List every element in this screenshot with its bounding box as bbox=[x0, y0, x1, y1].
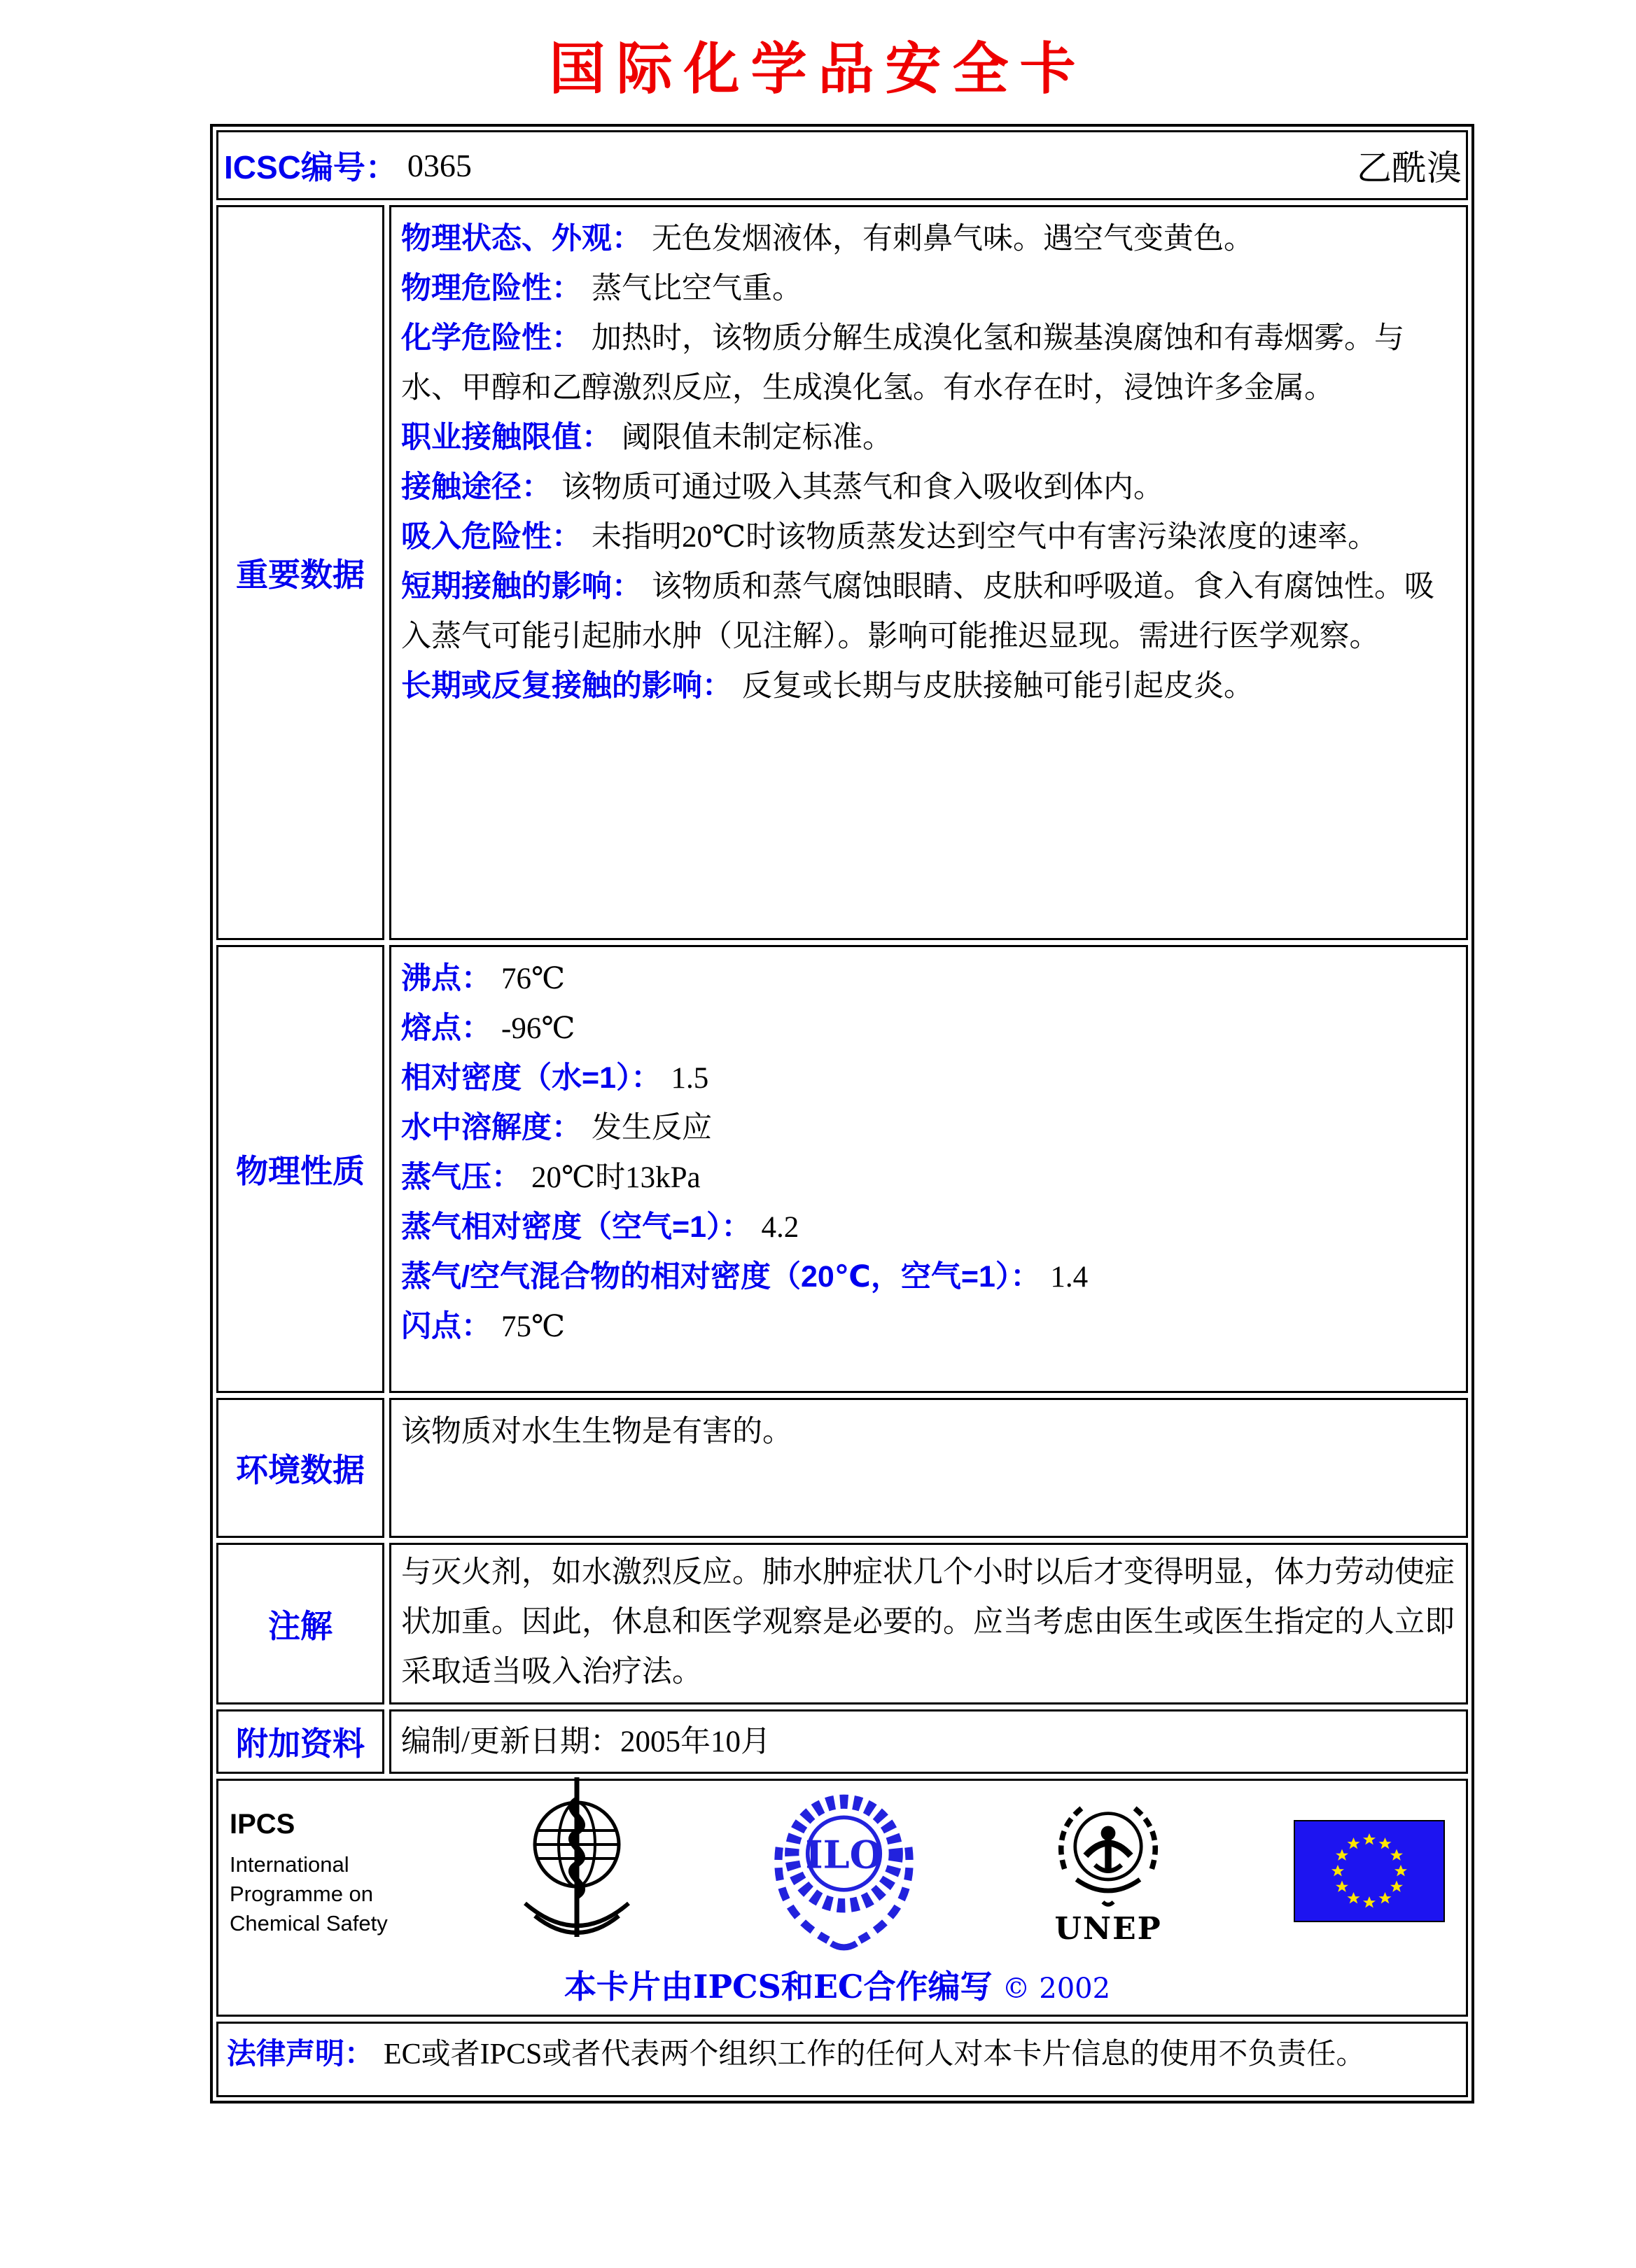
credit-line bbox=[230, 1961, 1445, 2008]
chemical-name: 乙酰溴 bbox=[1357, 148, 1462, 188]
ipcs-line-3: Chemical Safety bbox=[230, 1911, 388, 1935]
important-item: 职业接触限值： 阈限值未制定标准。 bbox=[401, 421, 893, 454]
additional-info-text: 编制/更新日期：2005年10月 bbox=[401, 1726, 771, 1758]
important-item: 短期接触的影响： 该物质和蒸气腐蚀眼睛、皮肤和呼吸道。食入有腐蚀性。吸入蒸气可能引起肺水肿（见注解）。影响可能推迟显现。需进行医学观察。 bbox=[401, 570, 1434, 653]
unep-logo-icon bbox=[1042, 1796, 1175, 1947]
section-environmental-data bbox=[216, 1398, 1468, 1538]
copyright-text: © 2002 bbox=[1002, 1973, 1111, 2005]
environmental-data-text: 该物质对水生生物是有害的。 bbox=[401, 1415, 792, 1448]
physical-properties-content bbox=[389, 945, 1468, 1393]
important-item: 接触途径： 该物质可通过吸入其蒸气和食入吸收到体内。 bbox=[401, 470, 1163, 504]
header-row bbox=[216, 130, 1468, 200]
physical-properties-title: 物理性质 bbox=[216, 945, 384, 1393]
environmental-data-content bbox=[389, 1398, 1468, 1538]
notes-title: 注解 bbox=[216, 1543, 384, 1704]
logos-row bbox=[216, 1779, 1468, 2017]
logos-strip bbox=[230, 1791, 1445, 1952]
environmental-data-title: 环境数据 bbox=[216, 1398, 384, 1538]
ipcs-line-2: Programme on bbox=[230, 1882, 374, 1906]
icsc-number-value: 0365 bbox=[407, 147, 472, 183]
notes-text: 与灭火剂，如水激烈反应。肺水肿症状几个小时以后才变得明显，体力劳动使症状加重。因此，休息和医学观察是必要的。应当考虑由医生或医生指定的人立即采取适当吸入治疗法。 bbox=[401, 1556, 1455, 1688]
important-item: 物理危险性： 蒸气比空气重。 bbox=[401, 272, 802, 305]
important-data-content bbox=[389, 205, 1468, 940]
credit-text: 本卡片由IPCS和EC合作编写 bbox=[564, 1968, 993, 2005]
unep-label: UNEP bbox=[1054, 1910, 1162, 1947]
additional-info-title: 附加资料 bbox=[216, 1709, 384, 1774]
icsc-card bbox=[210, 124, 1474, 2104]
important-item: 化学危险性： 加热时，该物质分解生成溴化氢和羰基溴腐蚀和有毒烟雾。与水、甲醇和乙醇激烈反应，生成溴化氢。有水存在时，浸蚀许多金属。 bbox=[401, 321, 1404, 405]
icsc-number-group bbox=[224, 142, 472, 188]
physical-item: 水中溶解度： 发生反应 bbox=[401, 1111, 712, 1144]
physical-item: 熔点： -96℃ bbox=[401, 1011, 575, 1045]
section-notes bbox=[216, 1543, 1468, 1704]
notes-content bbox=[389, 1543, 1468, 1704]
important-item: 物理状态、外观： 无色发烟液体，有刺鼻气味。遇空气变黄色。 bbox=[401, 222, 1254, 255]
section-important-data bbox=[216, 205, 1468, 940]
ilo-logo-icon bbox=[765, 1784, 923, 1958]
legal-notice-text: EC或者IPCS或者代表两个组织工作的任何人对本卡片信息的使用不负责任。 bbox=[384, 2038, 1366, 2071]
legal-notice-row bbox=[216, 2022, 1468, 2097]
physical-item: 相对密度（水=1）： 1.5 bbox=[401, 1061, 709, 1095]
physical-item: 蒸气压： 20℃时13kPa bbox=[401, 1161, 701, 1194]
additional-info-content bbox=[389, 1709, 1468, 1774]
important-item: 长期或反复接触的影响： 反复或长期与皮肤接触可能引起皮炎。 bbox=[401, 669, 1254, 703]
important-item: 吸入危险性： 未指明20℃时该物质蒸发达到空气中有害污染浓度的速率。 bbox=[401, 520, 1378, 554]
physical-item: 闪点： 75℃ bbox=[401, 1310, 566, 1343]
page-title: 国际化学品安全卡 bbox=[549, 36, 1087, 102]
ilo-monogram: ILO bbox=[805, 1832, 883, 1877]
legal-notice-label: 法律声明： bbox=[227, 2037, 375, 2070]
section-physical-properties bbox=[216, 945, 1468, 1393]
physical-item: 沸点： 76℃ bbox=[401, 962, 566, 995]
icsc-number-label: ICSC编号： bbox=[224, 149, 398, 186]
section-additional-info bbox=[216, 1709, 1468, 1774]
ipcs-acronym: IPCS bbox=[230, 1809, 295, 1840]
eu-flag-icon bbox=[1294, 1820, 1445, 1922]
physical-item: 蒸气相对密度（空气=1）： 4.2 bbox=[401, 1210, 799, 1244]
who-logo-icon bbox=[507, 1772, 647, 1971]
important-data-title: 重要数据 bbox=[216, 205, 384, 940]
ipcs-text-block bbox=[230, 1791, 388, 1938]
ipcs-line-1: International bbox=[230, 1852, 349, 1877]
physical-item: 蒸气/空气混合物的相对密度（20℃，空气=1）： 1.4 bbox=[401, 1260, 1089, 1294]
